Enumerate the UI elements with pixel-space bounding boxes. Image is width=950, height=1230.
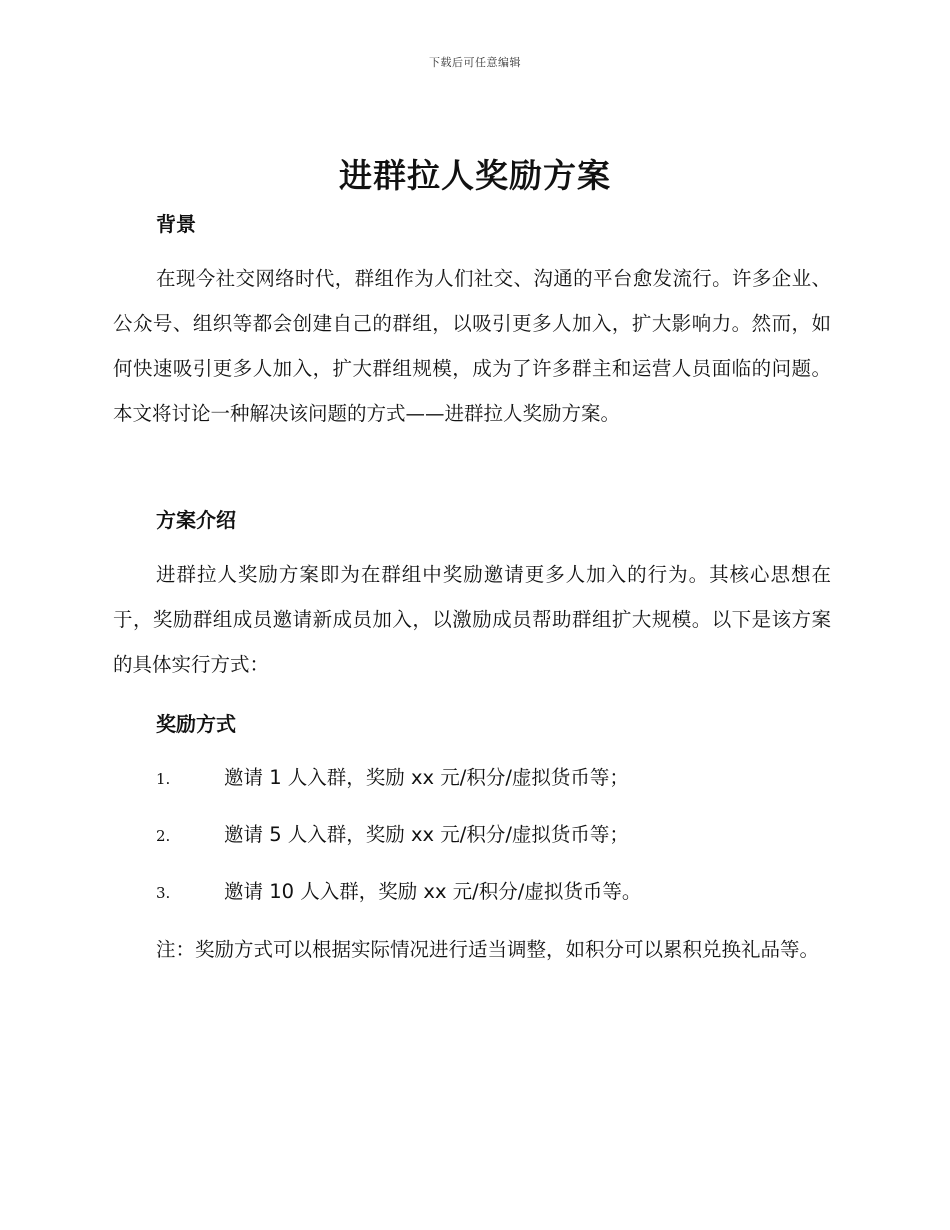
paragraph-background: 在现今社交网络时代，群组作为人们社交、沟通的平台愈发流行。许多企业、公众号、组织等都会创建自己的群组，以吸引更多人加入，扩大影响力。然而，如何快速吸引更多人加入，扩大群组规模，成为了许多群主和运营人员面临的问题。本文将讨论一种解决该问题的方式——进群拉人奖励方案。 [113,267,831,425]
list-item-text: 邀请 1 人入群，奖励 xx 元/积分/虚拟货币等； [224,766,629,789]
list-item-text: 邀请 10 人入群，奖励 xx 元/积分/虚拟货币等。 [224,880,642,903]
document-title: 进群拉人奖励方案 [339,156,611,195]
list-item-number: 2. [156,827,171,845]
list-item-number: 3. [156,884,171,902]
section-heading-background: 背景 [156,212,196,236]
header-note: 下载后可任意编辑 [429,56,521,69]
list-item [156,877,816,907]
list-item [156,820,816,850]
section-heading-intro: 方案介绍 [156,508,236,532]
list-item-text: 邀请 5 人入群，奖励 xx 元/积分/虚拟货币等； [224,823,629,846]
list-item-number: 1. [156,770,171,788]
paragraph-intro: 进群拉人奖励方案即为在群组中奖励邀请更多人加入的行为。其核心思想在于，奖励群组成员邀请新成员加入，以激励成员帮助群组扩大规模。以下是该方案的具体实行方式： [113,563,831,676]
section-heading-rewards: 奖励方式 [156,712,236,736]
paragraph-note: 注：奖励方式可以根据实际情况进行适当调整，如积分可以累积兑换礼品等。 [156,938,820,961]
list-item [156,763,816,793]
